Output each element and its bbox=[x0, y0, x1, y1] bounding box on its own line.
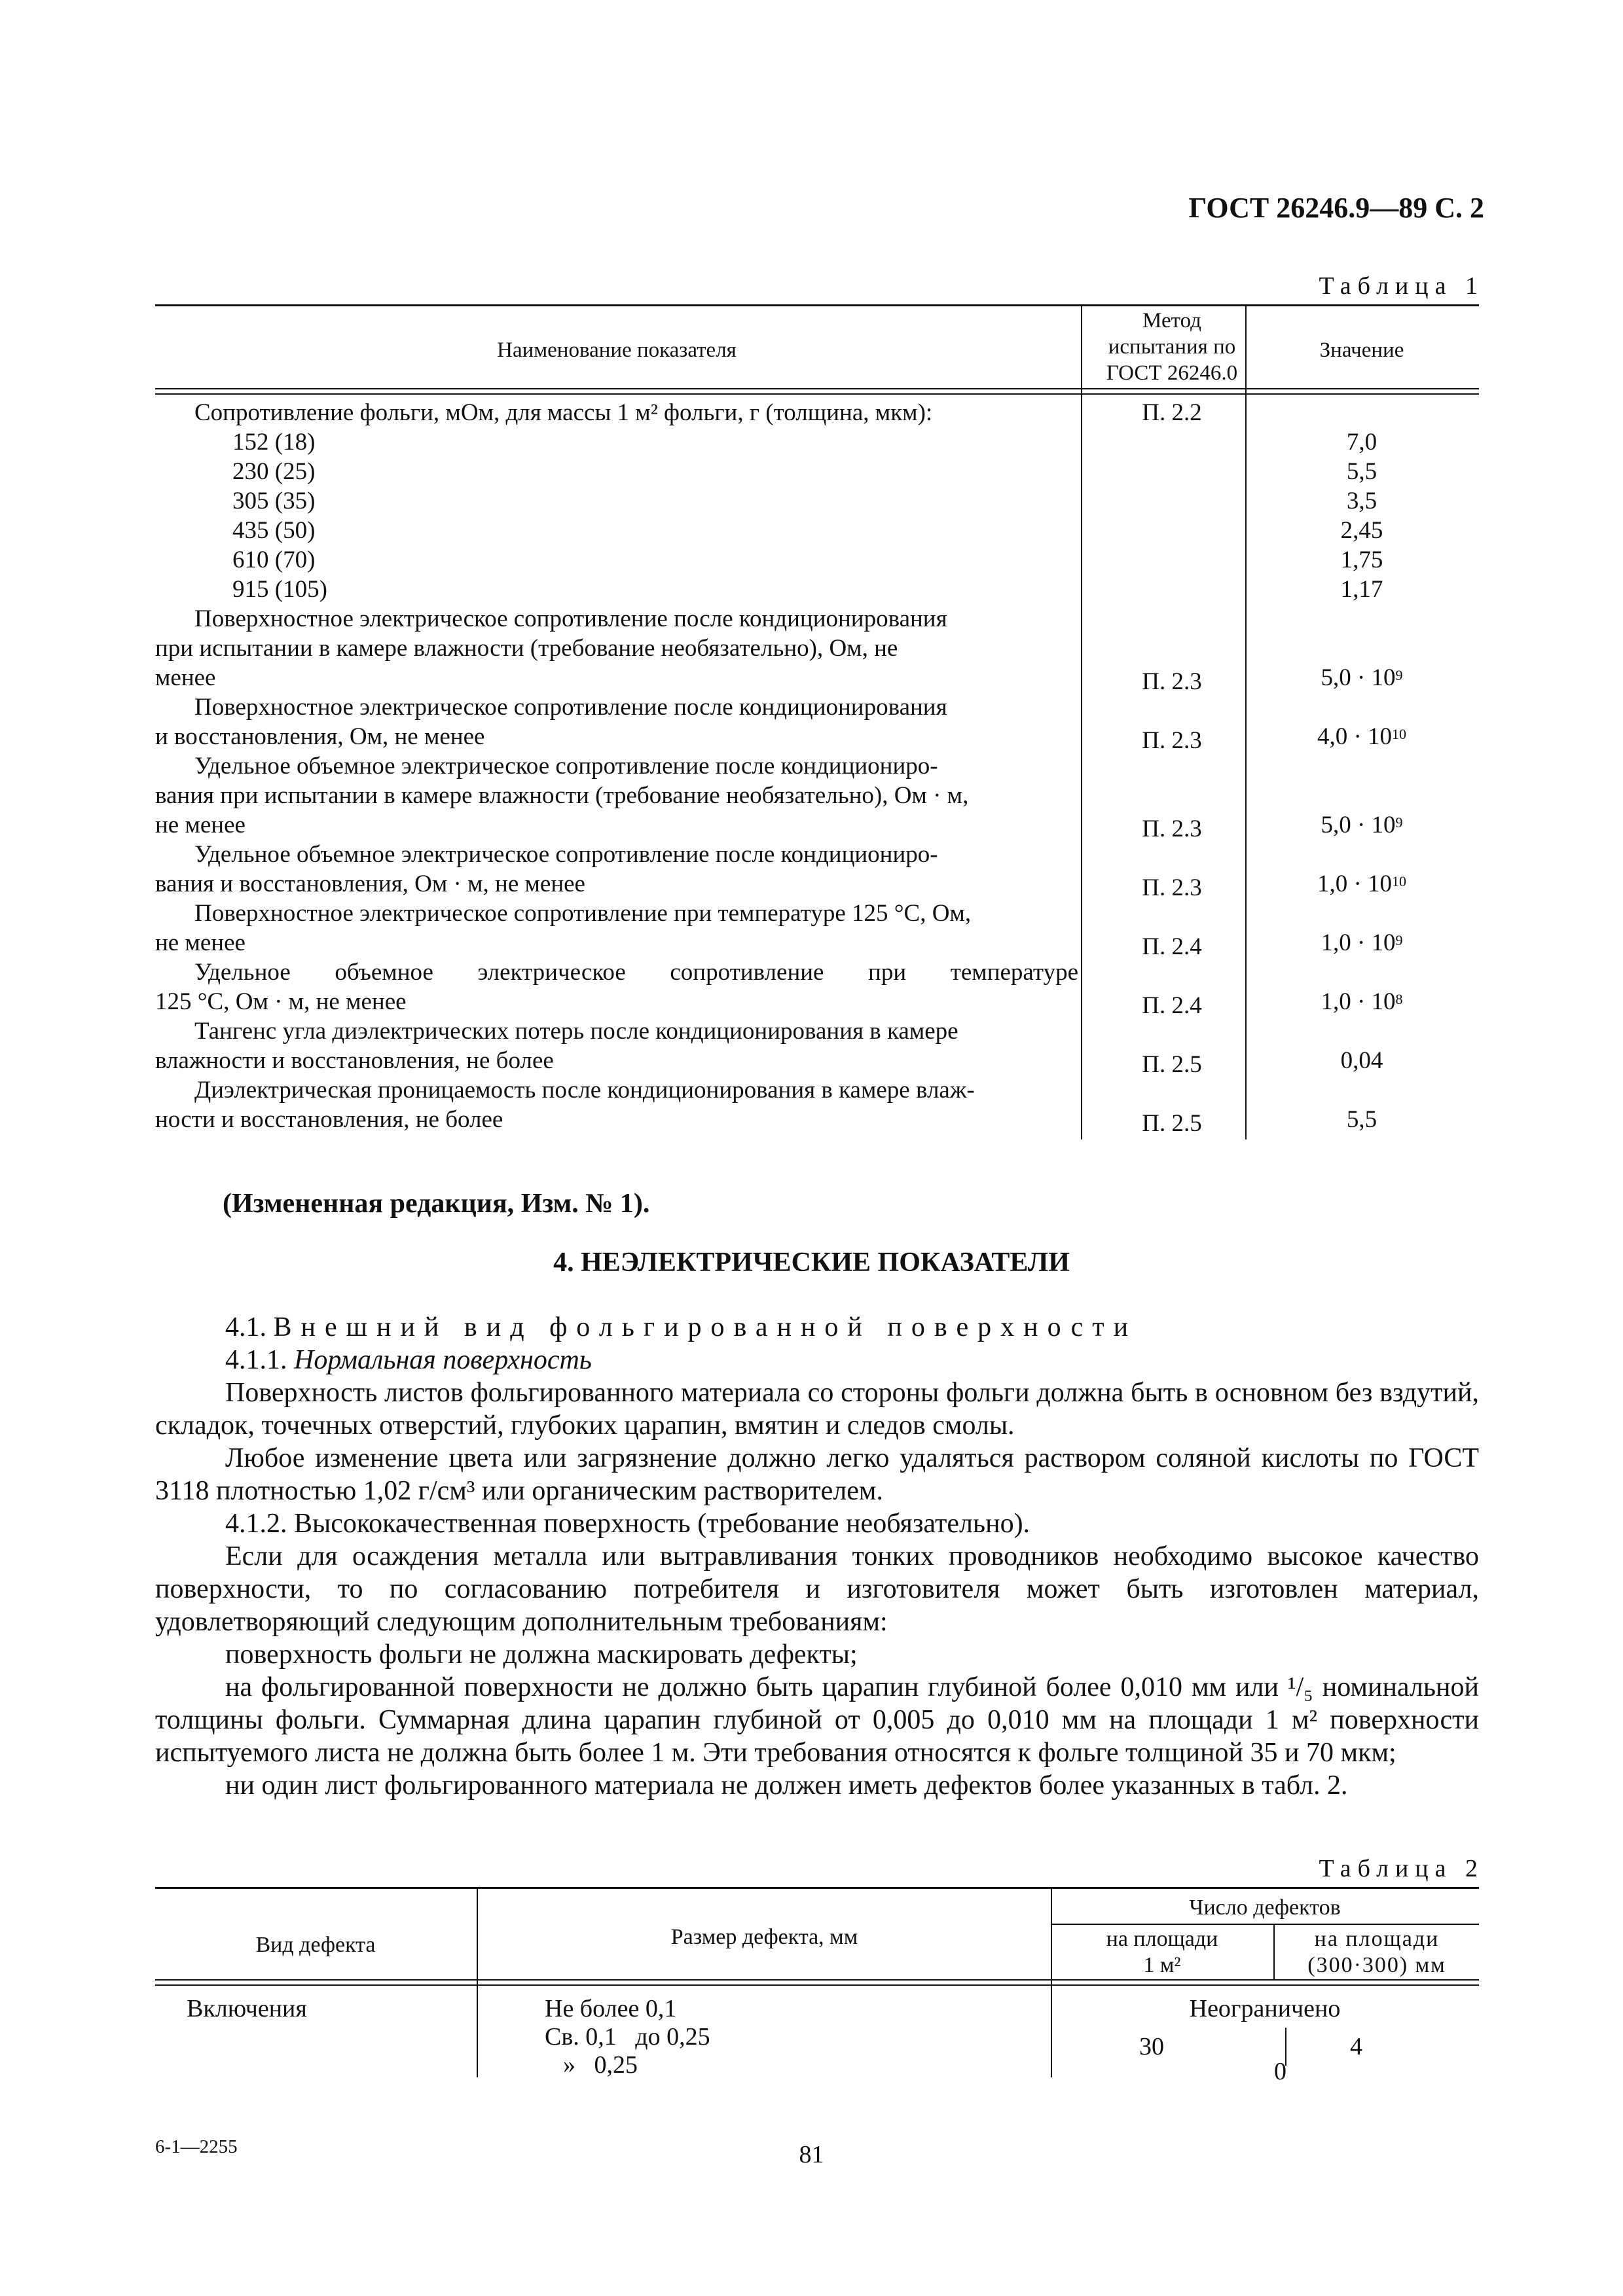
table1-row-method: П. 2.3 bbox=[1142, 874, 1202, 901]
table1-row-description: Поверхностное электрическое сопротивление после кондиционирования при испытании в камере влажности (требование необязательно), Ом, не менее bbox=[155, 605, 947, 691]
table1-header-rule-2 bbox=[155, 393, 1479, 395]
table1-row-value: $5,0 \cdot 10^9$ bbox=[1321, 664, 1403, 691]
foil-item-label: 152 (18) bbox=[232, 429, 316, 456]
table1-row-method: П. 2.5 bbox=[1142, 1051, 1202, 1078]
table1-row-method: П. 2.3 bbox=[1142, 668, 1202, 695]
table2-defect-type: Включения bbox=[187, 1995, 307, 2022]
table1-row-description: Удельное объемное электрическое сопротивление после кондициониро- вания при испытании в камере влажности (требование необязательно), Ом · м, не менее bbox=[155, 753, 969, 838]
table1-row-value: 0,04 bbox=[1340, 1047, 1383, 1074]
foil-item-label: 230 (25) bbox=[232, 458, 316, 485]
table1-caption: Таблица 1 bbox=[1319, 272, 1484, 300]
table2-count-unlimited: Неограничено bbox=[1189, 1995, 1341, 2022]
table1-row-method: П. 2.5 bbox=[1142, 1110, 1202, 1137]
table1-top-rule bbox=[155, 304, 1479, 306]
table1-row-value: 5,5 bbox=[1346, 1106, 1377, 1133]
foil-item-label: 305 (35) bbox=[232, 488, 316, 514]
table1-row-method: П. 2.4 bbox=[1142, 933, 1202, 960]
foil-item-label: 610 (70) bbox=[232, 547, 316, 573]
table1-row-method: П. 2.3 bbox=[1142, 816, 1202, 842]
table1-row-description: Удельное объемное электрическое сопротивление при температуре 125 °С, Ом · м, не менее bbox=[155, 959, 1078, 1015]
table2-count-zero: 0 bbox=[1274, 2058, 1286, 2085]
table1-row-description: Поверхностное электрическое сопротивление при температуре 125 °С, Ом, не менее bbox=[155, 900, 972, 956]
table2-caption: Таблица 2 bbox=[1319, 1855, 1484, 1882]
table2-header-rule bbox=[155, 1979, 1479, 1981]
table1-row-value: $5,0 \cdot 10^9$ bbox=[1321, 812, 1403, 838]
table2-count-per-m2: 30 bbox=[1139, 2033, 1164, 2060]
paragraph: 4.1.2. Высококачественная поверхность (требование необязательно). bbox=[225, 1509, 1030, 1539]
paragraph: поверхность фольги не должна маскировать дефекты; bbox=[225, 1640, 858, 1670]
footer-print-code: 6-1—2255 bbox=[155, 2136, 238, 2157]
table1-row-description: Поверхностное электрическое сопротивление после кондиционирования и восстановления, Ом, не менее bbox=[155, 694, 947, 750]
section-body bbox=[155, 1311, 1479, 1802]
table1-row-method: П. 2.3 bbox=[1142, 727, 1202, 754]
table1-header-rule bbox=[155, 388, 1479, 389]
foil-item-value: 5,5 bbox=[1346, 458, 1377, 485]
table2-subheader-rule bbox=[1051, 1924, 1479, 1925]
table2-header-rule-2 bbox=[155, 1984, 1479, 1986]
table1-row-value: $1,0 \cdot 10^9$ bbox=[1321, 929, 1403, 956]
foil-item-label: 435 (50) bbox=[232, 517, 316, 544]
table1-header-method: Метод испытания по ГОСТ 26246.0 bbox=[1106, 309, 1238, 385]
foil-resistance-title: Сопротивление фольги, мОм, для массы 1 м² фольги, г (толщина, мкм): bbox=[194, 399, 933, 426]
table2-header-type: Вид дефекта bbox=[255, 1933, 376, 1957]
table1-row-method: П. 2.4 bbox=[1142, 992, 1202, 1019]
document-reference: ГОСТ 26246.9—89 С. 2 bbox=[1188, 192, 1484, 224]
table2-size-line: Не более 0,1 bbox=[545, 1995, 677, 2022]
foil-item-value: 7,0 bbox=[1346, 429, 1377, 456]
amendment-note: (Измененная редакция, Изм. № 1). bbox=[223, 1189, 650, 1219]
foil-item-value: 1,75 bbox=[1340, 547, 1383, 573]
subsection-4-1-1-heading: 4.1.1. Нормальная поверхность bbox=[225, 1345, 592, 1375]
table1-row-value: $4,0 \cdot 10^{10}$ bbox=[1317, 723, 1407, 750]
foil-item-value: 2,45 bbox=[1340, 517, 1383, 544]
table1-col-divider-1 bbox=[1081, 305, 1082, 1139]
foil-item-value: 3,5 bbox=[1346, 488, 1377, 514]
section-title: 4. НЕЭЛЕКТРИЧЕСКИЕ ПОКАЗАТЕЛИ bbox=[553, 1247, 1070, 1278]
table1-row-value: $1,0 \cdot 10^8$ bbox=[1321, 988, 1403, 1015]
table2-top-rule bbox=[155, 1887, 1479, 1889]
paragraph: на фольгированной поверхности не должно быть царапин глубиной более 0,010 мм или ¹/₅ номинальной толщины фольги. Суммарная длина царапин глубиной от 0,005 до 0,010 мм на площади 1 м² поверхности испытуемого листа не должна быть более 1 м. Эти требования относятся к фольге толщиной 35 и 70 мкм; bbox=[155, 1672, 1479, 1768]
foil-item-label: 915 (105) bbox=[232, 576, 327, 603]
table1-row-value: $1,0 \cdot 10^{10}$ bbox=[1317, 870, 1407, 897]
table2-header-per-sheet: на площади (300·300) мм bbox=[1307, 1927, 1446, 1977]
table2-count-per-sheet: 4 bbox=[1350, 2033, 1362, 2060]
page-number: 81 bbox=[799, 2141, 824, 2168]
paragraph: Любое изменение цвета или загрязнение должно легко удаляться раствором соляной кислоты по ГОСТ 3118 плотностью 1,02 г/см³ или органическим растворителем. bbox=[155, 1443, 1479, 1506]
table1-header-name: Наименование показателя bbox=[497, 338, 737, 362]
foil-item-value: 1,17 bbox=[1340, 576, 1383, 603]
table2-size-line: Св. 0,1 до 0,25 bbox=[545, 2023, 710, 2051]
table2-header-per-m2: на площади 1 м² bbox=[1106, 1927, 1218, 1977]
table2-col-divider-1 bbox=[477, 1888, 478, 2077]
subsection-4-1-heading: 4.1. Внешний вид фольгированной поверхности bbox=[225, 1312, 1138, 1342]
table1-row-description: Удельное объемное электрическое сопротивление после кондициониро- вания и восстановления, Ом · м, не менее bbox=[155, 841, 938, 897]
paragraph: Если для осаждения металла или вытравливания тонких проводников необходимо высокое качество поверхности, то по согласованию потребителя и изготовителя может быть изготовлен материал, удовлетворяющий следующим дополнительным требованиям: bbox=[155, 1541, 1479, 1637]
foil-resistance-method: П. 2.2 bbox=[1142, 399, 1202, 426]
paragraph: Поверхность листов фольгированного материала со стороны фольги должна быть в основном без вздутий, складок, точечных отверстий, глубоких царапин, вмятин и следов смолы. bbox=[155, 1378, 1479, 1441]
table1-row-description: Диэлектрическая проницаемость после кондиционирования в камере влаж- ности и восстановления, не более bbox=[155, 1077, 975, 1133]
table2-size-line: » 0,25 bbox=[563, 2051, 638, 2079]
paragraph: ни один лист фольгированного материала не должен иметь дефектов более указанных в табл. 2. bbox=[225, 1770, 1348, 1801]
table2-header-size: Размер дефекта, мм bbox=[670, 1925, 858, 1949]
table1-row-description: Тангенс угла диэлектрических потерь после кондиционирования в камере влажности и восстановления, не более bbox=[155, 1018, 958, 1074]
table1-header-value: Значение bbox=[1319, 338, 1404, 362]
table2-header-count: Число дефектов bbox=[1189, 1895, 1341, 1920]
